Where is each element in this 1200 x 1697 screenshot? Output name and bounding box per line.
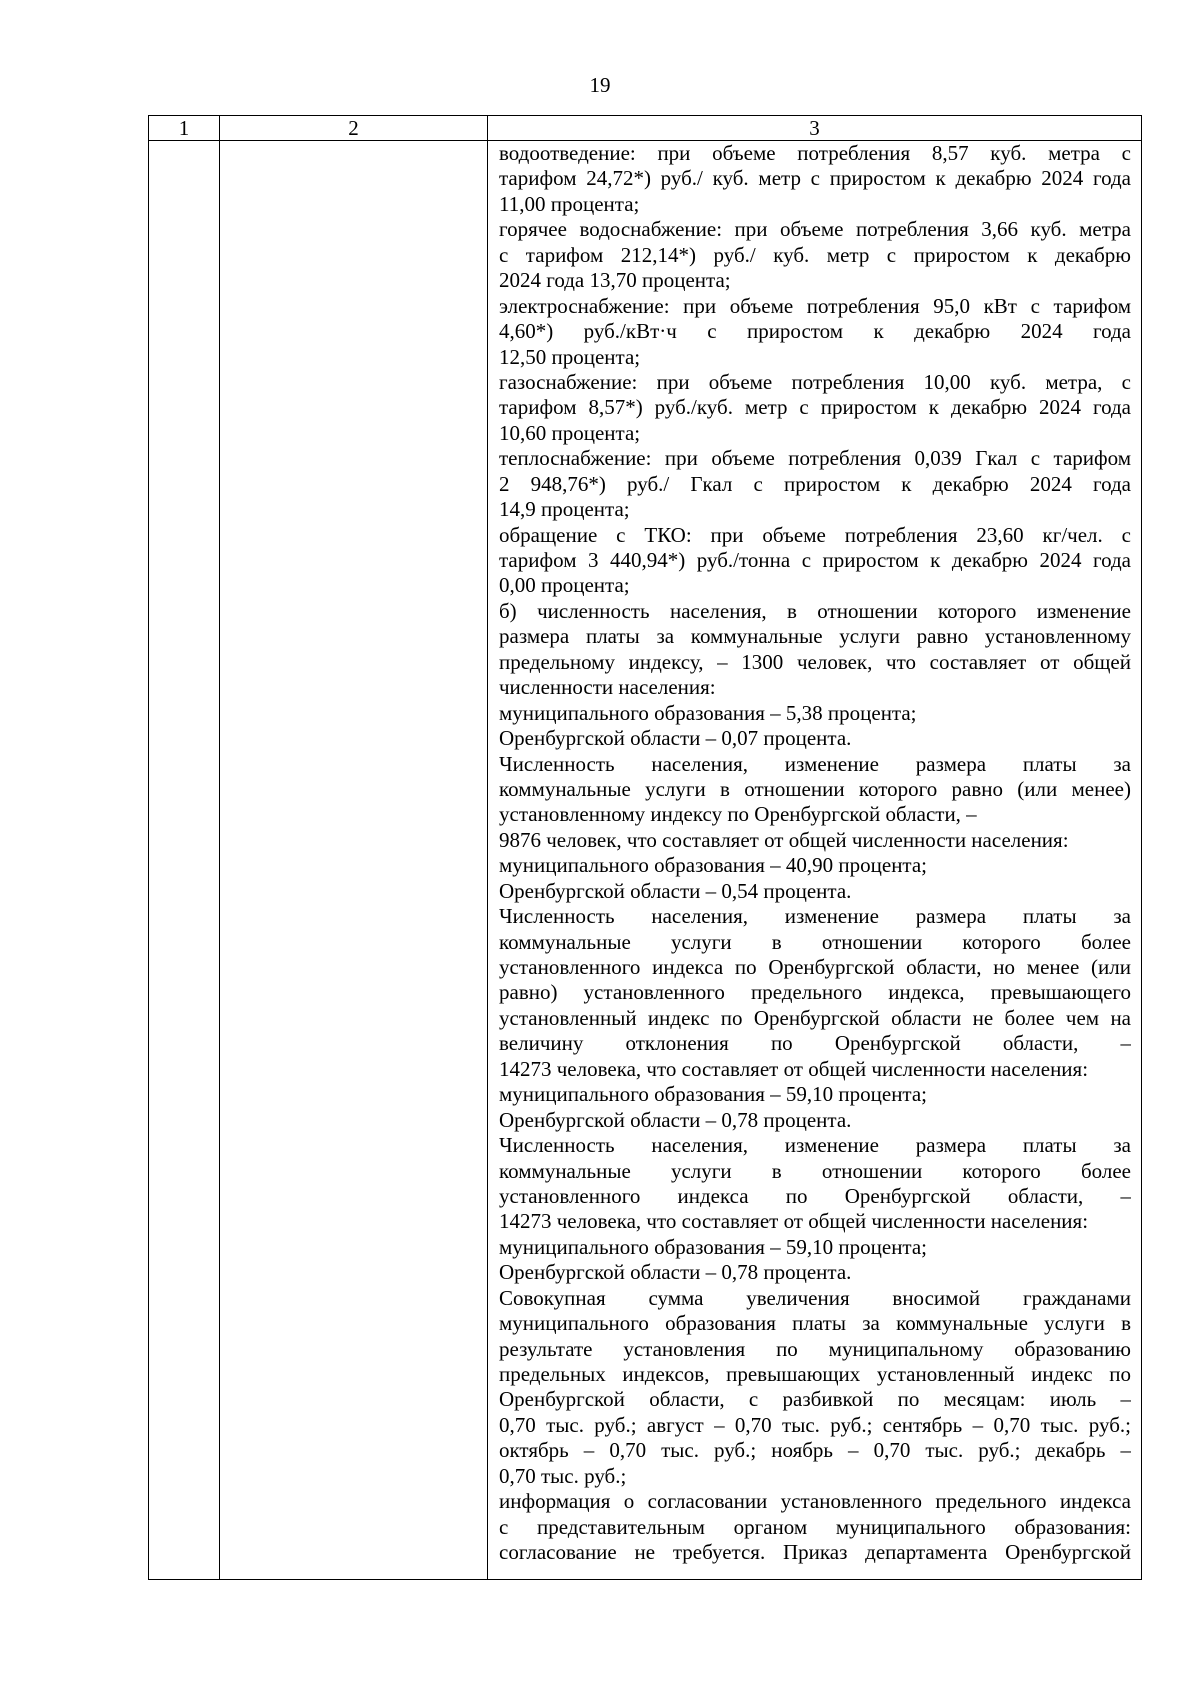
column-header-1: 1 [149, 116, 220, 141]
text-line: 12,50 процента; [499, 344, 641, 369]
text-line: тарифом 8,57*) руб./куб. метр с приростом к декабрю 2024 года [499, 395, 1131, 420]
text-line: октябрь – 0,70 тыс. руб.; ноябрь – 0,70 тыс. руб.; декабрь – [499, 1438, 1131, 1463]
text-line: тарифом 3 440,94*) руб./тонна с приростом к декабрю 2024 года [499, 548, 1131, 572]
text-line: электроснабжение: при объеме потребления 95,0 кВт с тарифом [499, 293, 1131, 318]
text-line: 14,9 процента; [499, 497, 630, 522]
text-line: численности населения: [499, 675, 716, 700]
text-line: 4,60*) руб./кВт·ч с приростом к декабрю 2024 года [499, 319, 1131, 344]
text-line: 14273 человека, что составляет от общей численности населения: [499, 1056, 1089, 1081]
text-line: муниципального образования платы за коммунальные услуги в [499, 1311, 1131, 1336]
text-line: предельному индексу, – 1300 человек, что составляет от общей [499, 649, 1131, 674]
text-line: газоснабжение: при объеме потребления 10,00 куб. метра, с [499, 369, 1131, 394]
cell-column-3 [488, 141, 1142, 1580]
text-line: б) численность населения, в отношении которого изменение [499, 598, 1131, 623]
text-line: Численность населения, изменение размера платы за [499, 904, 1131, 929]
text-line: Оренбургской области – 0,07 процента. [499, 726, 852, 751]
text-line: Оренбургской области – 0,54 процента. [499, 878, 852, 903]
text-line: тарифом 24,72*) руб./ куб. метр с приростом к декабрю 2024 года [499, 166, 1131, 191]
text-line: обращение с ТКО: при объеме потребления 23,60 кг/чел. с [499, 522, 1131, 547]
text-line: Оренбургской области, с разбивкой по месяцам: июль – [499, 1387, 1131, 1412]
table-row [149, 141, 1142, 1580]
page-number: 19 [589, 73, 611, 97]
text-line: 0,70 тыс. руб.; [499, 1463, 627, 1488]
text-line: 0,00 процента; [499, 573, 630, 598]
text-line: с представительным органом муниципального образования: [499, 1514, 1131, 1539]
text-line: муниципального образования – 40,90 процента; [499, 853, 928, 878]
text-line: Оренбургской области – 0,78 процента. [499, 1107, 852, 1132]
text-line: равно) установленного предельного индекса, превышающего [499, 980, 1131, 1005]
tariff-table [148, 115, 1142, 1580]
tariff-description-text [499, 141, 1131, 1566]
text-line: муниципального образования – 59,10 процента; [499, 1234, 928, 1259]
text-line: 0,70 тыс. руб.; август – 0,70 тыс. руб.; сентябрь – 0,70 тыс. руб.; [499, 1412, 1131, 1437]
text-line: результате установления по муниципальному образованию [499, 1336, 1131, 1361]
text-line: размера платы за коммунальные услуги равно установленному [499, 624, 1131, 649]
text-line: установленного индекса по Оренбургской области, но менее (или [499, 955, 1131, 979]
cell-column-1 [149, 141, 220, 1580]
column-header-2: 2 [220, 116, 488, 141]
text-line: предельных индексов, превышающих установленный индекс по [499, 1362, 1131, 1386]
text-line: Оренбургской области – 0,78 процента. [499, 1260, 852, 1285]
column-header-3: 3 [488, 116, 1142, 141]
table-header-row [149, 116, 1142, 141]
text-line: коммунальные услуги в отношении которого равно (или менее) [499, 776, 1131, 801]
text-line: Совокупная сумма увеличения вносимой гражданами [499, 1285, 1131, 1310]
text-line: муниципального образования – 59,10 процента; [499, 1082, 928, 1107]
text-line: согласование не требуется. Приказ департамента Оренбургской [499, 1540, 1131, 1565]
text-line: 10,60 процента; [499, 420, 641, 445]
text-line: установленного индекса по Оренбургской области, – [499, 1183, 1131, 1208]
text-line: Численность населения, изменение размера платы за [499, 751, 1131, 776]
text-line: горячее водоснабжение: при объеме потребления 3,66 куб. метра [499, 217, 1131, 242]
text-line: величину отклонения по Оренбургской области, – [499, 1031, 1131, 1056]
text-line: с тарифом 212,14*) руб./ куб. метр с приростом к декабрю [499, 242, 1131, 267]
text-line: теплоснабжение: при объеме потребления 0,039 Гкал с тарифом [499, 446, 1131, 471]
text-line: установленный индекс по Оренбургской области не более чем на [499, 1005, 1131, 1030]
text-line: 9876 человек, что составляет от общей численности населения: [499, 827, 1069, 852]
text-line: 2 948,76*) руб./ Гкал с приростом к декабрю 2024 года [499, 471, 1131, 496]
text-line: установленному индексу по Оренбургской области, – [499, 802, 977, 827]
text-line: водоотведение: при объеме потребления 8,57 куб. метра с [499, 141, 1131, 165]
text-line: 2024 года 13,70 процента; [499, 268, 731, 293]
cell-column-2 [220, 141, 488, 1580]
text-line: Численность населения, изменение размера платы за [499, 1133, 1131, 1158]
text-line: муниципального образования – 5,38 процента; [499, 700, 917, 725]
text-line: 11,00 процента; [499, 191, 640, 216]
text-line: информация о согласовании установленного предельного индекса [499, 1489, 1131, 1514]
text-line: 14273 человека, что составляет от общей численности населения: [499, 1209, 1089, 1234]
text-line: коммунальные услуги в отношении которого более [499, 1158, 1131, 1183]
text-line: коммунальные услуги в отношении которого более [499, 929, 1131, 954]
